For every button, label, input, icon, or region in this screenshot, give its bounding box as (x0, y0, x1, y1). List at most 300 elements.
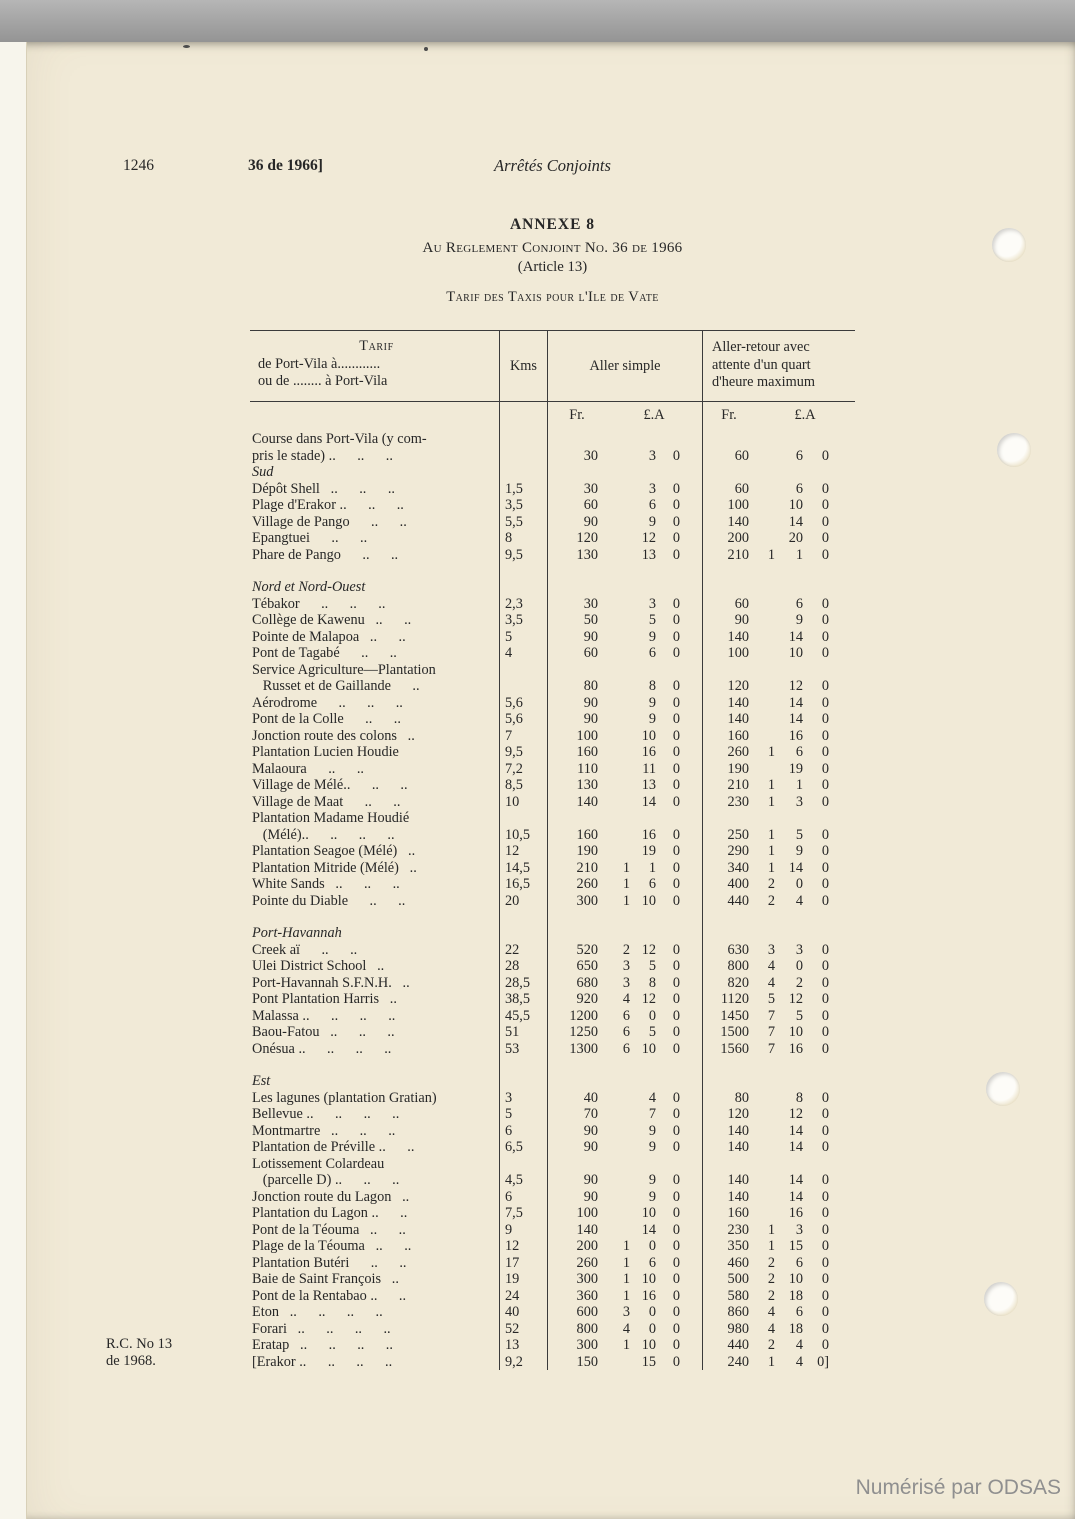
fare-return-pence-cell: 0 (821, 645, 829, 661)
fare-single-pence-cell (662, 810, 703, 827)
fare-return-pounds-cell: 1 (767, 826, 775, 843)
fare-single-pence-cell: 0 (662, 1222, 703, 1239)
fare-return-fr-cell: 160 (727, 727, 749, 744)
kms-cell: 5,6 (500, 711, 548, 728)
fare-return-pounds-cell: 2 (767, 1254, 775, 1271)
fare-return-shillings-cell: 10 (788, 645, 803, 661)
kms-cell (500, 909, 548, 925)
fare-return-pence-cell (809, 810, 855, 827)
table-row (250, 1106, 855, 1123)
fare-return-pence-cell (809, 1156, 855, 1173)
fare-single-pounds-cell: 2 (622, 941, 630, 958)
fare-return-shillings-cell (779, 1156, 809, 1173)
fare-single-pence-cell: 0 (662, 975, 703, 992)
destination-cell: Ulei District School .. (250, 958, 500, 975)
destination-cell: Collège de Kawenu .. .. (250, 612, 500, 629)
fare-return-pence-cell (809, 925, 855, 942)
fare-return-shillings-cell: 3 (795, 941, 803, 958)
table-row (250, 1304, 855, 1321)
kms-cell: 7,2 (500, 761, 548, 778)
fare-return-fr-cell: 1500 (720, 1024, 749, 1040)
destination-cell: Pont Plantation Harris .. (250, 991, 500, 1008)
fare-return-shillings-cell (779, 810, 809, 827)
fare-return-pounds-cell (755, 579, 779, 596)
fare-single-shillings-cell: 3 (648, 480, 656, 497)
fare-single-fr-cell: 60 (583, 645, 598, 661)
destination-cell: Village de Maat .. .. (250, 794, 500, 811)
fare-single-fr-cell: 130 (576, 777, 598, 793)
margin-note-line1: R.C. No 13 (106, 1336, 173, 1352)
fare-return-shillings-cell: 14 (788, 694, 803, 711)
kms-cell: 8,5 (500, 777, 548, 794)
fare-return-pence-cell: 0 (821, 1304, 829, 1320)
fare-single-pence-cell (662, 431, 703, 448)
destination-cell: Plantation Mitride (Mélé) .. (250, 860, 500, 877)
fare-return-fr-cell (703, 579, 755, 596)
fare-return-shillings-cell: 10 (788, 497, 803, 513)
table-row (250, 728, 855, 745)
destination-cell: Service Agriculture—Plantation (250, 662, 500, 679)
destination-cell: Malaoura .. .. (250, 761, 500, 778)
fare-single-pence-cell: 0 (662, 744, 703, 761)
scan-speck (183, 45, 190, 48)
fare-single-pounds-cell: 1 (622, 876, 630, 892)
fare-single-fr-cell (548, 1057, 606, 1073)
fare-single-shillings-cell (630, 810, 662, 827)
fare-single-pence-cell: 0 (662, 1238, 703, 1255)
fare-return-fr-cell: 140 (727, 513, 749, 530)
fare-single-fr-cell: 680 (576, 974, 598, 991)
kms-cell: 9,5 (500, 547, 548, 564)
header-aller-simple: Aller simple (548, 331, 703, 401)
fare-return-pence-cell: 0] (817, 1353, 829, 1370)
fare-single-pence-cell: 0 (662, 596, 703, 613)
fare-return-fr-cell: 260 (727, 744, 749, 760)
fare-return-pounds-cell (755, 1106, 779, 1123)
fare-single-pence-cell: 0 (662, 1024, 703, 1041)
fare-single-pounds-cell (606, 728, 630, 745)
fare-single-shillings-cell: 6 (648, 497, 656, 513)
table-row (250, 662, 855, 679)
table-row (250, 827, 855, 844)
destination-cell: Pointe du Diable .. .. (250, 893, 500, 910)
table-row (250, 1205, 855, 1222)
fare-single-shillings-cell: 9 (648, 1188, 656, 1205)
fare-single-pence-cell: 0 (662, 1255, 703, 1272)
fare-single-pounds-cell: 1 (622, 1271, 630, 1287)
fare-return-fr-cell (703, 464, 755, 481)
fare-single-fr-cell (548, 464, 606, 481)
table-row (250, 942, 855, 959)
fare-single-pence-cell: 0 (662, 645, 703, 662)
fare-single-fr-cell: 90 (583, 1139, 598, 1155)
fare-return-fr-cell: 440 (727, 1337, 749, 1353)
fare-return-pounds-cell (755, 464, 779, 481)
fare-return-pounds-cell: 5 (767, 991, 775, 1007)
fare-return-pence-cell: 0 (821, 1089, 829, 1106)
fare-single-fr-cell: 90 (583, 1188, 598, 1205)
destination-cell: Plantation Lucien Houdie (250, 744, 500, 761)
fare-return-pence-cell: 0 (821, 859, 829, 876)
fare-return-shillings-cell: 12 (788, 991, 803, 1007)
fare-return-pounds-cell (755, 431, 779, 448)
fare-return-pence-cell (809, 909, 855, 925)
fare-return-pounds-cell (755, 761, 779, 778)
fare-single-pounds-cell (606, 827, 630, 844)
fare-return-pence-cell (809, 563, 855, 579)
fare-return-pence-cell: 0 (821, 678, 829, 694)
table-row (250, 777, 855, 794)
gap-row (250, 909, 855, 925)
fare-single-pence-cell: 0 (662, 514, 703, 531)
fare-single-shillings-cell: 6 (648, 645, 656, 661)
table-row (250, 1189, 855, 1206)
fare-single-shillings-cell (630, 431, 662, 448)
fare-return-fr-cell: 230 (727, 793, 749, 810)
fare-single-fr-cell (548, 1156, 606, 1173)
fare-return-pence-cell: 0 (821, 727, 829, 744)
kms-cell: 13 (500, 1337, 548, 1354)
fare-single-fr-cell: 30 (583, 595, 598, 612)
fare-return-shillings-cell: 8 (795, 1089, 803, 1106)
fare-return-pounds-cell (755, 662, 779, 679)
destination-cell: Port-Havannah (250, 925, 500, 942)
fare-single-shillings-cell: 13 (641, 777, 656, 793)
fare-return-pounds-cell: 2 (767, 1337, 775, 1353)
fare-return-shillings-cell: 10 (788, 1024, 803, 1040)
fare-return-fr-cell: 100 (727, 497, 749, 513)
fare-single-pounds-cell (606, 662, 630, 679)
fare-return-pounds-cell (755, 1156, 779, 1173)
fare-single-fr-cell: 100 (576, 727, 598, 744)
fare-return-shillings-cell: 14 (788, 859, 803, 876)
fare-single-pence-cell: 0 (662, 1041, 703, 1058)
fare-return-pounds-cell: 7 (767, 1040, 775, 1057)
fare-return-pounds-cell (755, 1205, 779, 1222)
subheader-fr-single: Fr. (569, 407, 585, 423)
kms-cell: 28,5 (500, 975, 548, 992)
destination-cell: Sud (250, 464, 500, 481)
fare-single-fr-cell: 90 (583, 513, 598, 530)
fare-return-pounds-cell (755, 497, 779, 514)
fare-return-pounds-cell: 4 (767, 958, 775, 974)
fare-return-pounds-cell: 1 (767, 859, 775, 876)
fare-single-shillings-cell: 10 (641, 1271, 656, 1287)
fare-return-fr-cell: 580 (727, 1287, 749, 1304)
fare-single-fr-cell: 210 (576, 859, 598, 876)
fare-single-fr-cell: 800 (576, 1320, 598, 1337)
fare-return-shillings-cell: 14 (788, 1188, 803, 1205)
fare-single-pounds-cell (606, 925, 630, 942)
fare-return-shillings-cell: 12 (788, 678, 803, 694)
fare-single-pence-cell: 0 (662, 827, 703, 844)
fare-return-pence-cell: 0 (821, 1238, 829, 1254)
table-row (250, 547, 855, 564)
fare-single-fr-cell (548, 579, 606, 596)
fare-return-pence-cell: 0 (821, 1139, 829, 1155)
fare-return-pence-cell (809, 579, 855, 596)
annexe-subtitle: Au Reglement Conjoint No. 36 de 1966 (422, 240, 683, 256)
fare-return-pence-cell: 0 (821, 826, 829, 843)
table-row (250, 596, 855, 613)
fare-single-fr-cell: 920 (576, 991, 598, 1007)
fare-single-pence-cell: 0 (662, 1106, 703, 1123)
fare-return-pence-cell: 0 (821, 941, 829, 958)
fare-single-pence-cell: 0 (662, 1354, 703, 1371)
fare-single-pence-cell: 0 (662, 547, 703, 564)
fare-return-pence-cell: 0 (821, 744, 829, 760)
kms-cell (500, 1156, 548, 1173)
fare-single-pence-cell: 0 (662, 1205, 703, 1222)
fare-return-fr-cell (703, 925, 755, 942)
fare-single-fr-cell: 120 (576, 530, 598, 546)
fare-return-fr-cell: 630 (727, 941, 749, 958)
fare-single-shillings-cell (630, 909, 662, 925)
kms-cell: 7,5 (500, 1205, 548, 1222)
fare-single-shillings-cell (630, 579, 662, 596)
header-aller-retour: Aller-retour avec attente d'un quart d'heure maximum (712, 339, 816, 390)
destination-cell: Plantation Seagoe (Mélé) .. (250, 843, 500, 860)
fare-return-pence-cell: 0 (821, 513, 829, 530)
fare-single-pounds-cell (606, 563, 630, 579)
kms-cell: 45,5 (500, 1008, 548, 1025)
destination-cell: Plantation Butéri .. .. (250, 1255, 500, 1272)
kms-cell (500, 662, 548, 679)
fare-return-pounds-cell: 1 (767, 777, 775, 793)
fare-single-fr-cell (548, 925, 606, 942)
fare-single-pence-cell: 0 (662, 1337, 703, 1354)
table-row (250, 958, 855, 975)
fare-return-pounds-cell (755, 678, 779, 695)
fare-return-shillings-cell: 16 (788, 727, 803, 744)
fare-single-pounds-cell: 1 (622, 1337, 630, 1353)
fare-single-fr-cell: 80 (583, 678, 598, 694)
titles-block (250, 216, 855, 306)
fare-single-shillings-cell: 6 (648, 1254, 656, 1271)
fare-single-pence-cell: 0 (662, 497, 703, 514)
fare-single-shillings-cell: 0 (648, 1304, 656, 1320)
fare-single-shillings-cell: 10 (641, 1205, 656, 1221)
header-to-line: ou de ........ à Port-Vila (258, 373, 388, 389)
fare-single-pounds-cell (606, 645, 630, 662)
table-row (250, 1288, 855, 1305)
fare-return-shillings-cell: 6 (795, 1254, 803, 1271)
fare-single-shillings-cell: 6 (648, 876, 656, 892)
fare-return-pounds-cell (755, 448, 779, 465)
fare-single-fr-cell (548, 1073, 606, 1090)
fare-single-pounds-cell (606, 1090, 630, 1107)
fare-return-shillings-cell: 10 (788, 1271, 803, 1287)
section-row (250, 464, 855, 481)
fare-single-shillings-cell: 16 (641, 744, 656, 760)
fare-return-fr-cell: 340 (727, 859, 749, 876)
fare-single-pounds-cell: 1 (622, 892, 630, 909)
fare-single-pounds-cell (606, 579, 630, 596)
destination-cell: Lotissement Colardeau (250, 1156, 500, 1173)
destination-cell: Creek aï .. .. (250, 942, 500, 959)
fare-single-fr-cell: 30 (583, 447, 598, 464)
section-row (250, 579, 855, 596)
kms-cell: 19 (500, 1271, 548, 1288)
destination-cell: (Mélé).. .. .. .. (250, 827, 500, 844)
fare-single-pence-cell: 0 (662, 1189, 703, 1206)
margin-note (106, 1336, 172, 1370)
subheader-spacer (500, 402, 548, 431)
fare-return-pounds-cell (755, 1057, 779, 1073)
destination-cell: Port-Havannah S.F.N.H. .. (250, 975, 500, 992)
fare-return-pounds-cell: 1 (767, 793, 775, 810)
fare-return-shillings-cell: 12 (788, 1106, 803, 1122)
fare-single-pence-cell: 0 (662, 612, 703, 629)
fare-single-pounds-cell (606, 514, 630, 531)
scan-left-margin (0, 42, 27, 1519)
fare-return-pounds-cell (755, 514, 779, 531)
fare-return-pounds-cell (755, 909, 779, 925)
fare-single-pounds-cell (606, 530, 630, 547)
punch-hole (986, 1072, 1020, 1106)
fare-return-shillings-cell: 3 (795, 793, 803, 810)
fare-single-pounds-cell (606, 431, 630, 448)
fare-return-fr-cell: 860 (727, 1304, 749, 1320)
fare-return-fr-cell: 140 (727, 1172, 749, 1188)
destination-cell (250, 909, 500, 925)
fare-single-pence-cell: 0 (662, 761, 703, 778)
table-row (250, 1354, 855, 1371)
kms-cell: 3,5 (500, 497, 548, 514)
fare-return-pounds-cell: 7 (767, 1007, 775, 1024)
header-kms: Kms (500, 331, 548, 401)
fare-return-pence-cell (809, 431, 855, 448)
fare-return-pence-cell: 0 (821, 974, 829, 991)
fare-single-shillings-cell: 8 (648, 974, 656, 991)
fare-return-fr-cell: 240 (727, 1353, 749, 1370)
fare-return-pence-cell: 0 (821, 1271, 829, 1287)
gap-row (250, 1057, 855, 1073)
section-row (250, 1073, 855, 1090)
table-row (250, 1321, 855, 1338)
destination-cell: [Erakor .. .. .. .. (250, 1354, 500, 1371)
fare-return-shillings-cell: 16 (788, 1205, 803, 1221)
fare-single-pence-cell: 0 (662, 777, 703, 794)
fare-return-pounds-cell: 4 (767, 1320, 775, 1337)
destination-cell: (parcelle D) .. .. .. (250, 1172, 500, 1189)
fare-return-pence-cell: 0 (821, 1320, 829, 1337)
fare-return-pence-cell: 0 (821, 843, 829, 859)
fare-single-shillings-cell (630, 1156, 662, 1173)
table-row (250, 530, 855, 547)
kms-cell: 22 (500, 942, 548, 959)
destination-cell: Pont de Tagabé .. .. (250, 645, 500, 662)
annexe-title: ANNEXE 8 (509, 216, 596, 233)
fare-return-pence-cell: 0 (821, 546, 829, 563)
fare-single-pounds-cell (606, 678, 630, 695)
fare-single-pence-cell: 0 (662, 843, 703, 860)
fare-single-pence-cell (662, 925, 703, 942)
fare-single-pounds-cell: 3 (622, 974, 630, 991)
destination-cell: Plantation du Lagon .. .. (250, 1205, 500, 1222)
fare-single-fr-cell: 140 (576, 793, 598, 810)
kms-cell (500, 563, 548, 579)
fare-single-pence-cell: 0 (662, 448, 703, 465)
fare-return-pounds-cell (755, 530, 779, 547)
fare-single-pounds-cell (606, 1123, 630, 1140)
subheader-fr-return: Fr. (721, 407, 737, 423)
table-row (250, 1139, 855, 1156)
table-row (250, 431, 855, 448)
fare-single-pounds-cell (606, 464, 630, 481)
fare-return-pounds-cell (755, 1073, 779, 1090)
destination-cell: Eratap .. .. .. .. (250, 1337, 500, 1354)
fare-return-pounds-cell: 4 (767, 974, 775, 991)
kms-cell (500, 579, 548, 596)
fare-single-pounds-cell (606, 843, 630, 860)
fare-single-shillings-cell (630, 1073, 662, 1090)
fare-return-pounds-cell: 2 (767, 876, 775, 892)
fare-single-pounds-cell (606, 909, 630, 925)
fare-single-fr-cell (548, 909, 606, 925)
fare-single-pence-cell: 0 (662, 893, 703, 910)
fare-return-shillings-cell (779, 909, 809, 925)
fare-single-fr-cell: 90 (583, 1122, 598, 1139)
fare-return-fr-cell: 980 (727, 1320, 749, 1337)
fare-single-pounds-cell (606, 711, 630, 728)
fare-single-fr-cell (548, 810, 606, 827)
destination-cell: Bellevue .. .. .. .. (250, 1106, 500, 1123)
table-row (250, 843, 855, 860)
kms-cell: 38,5 (500, 991, 548, 1008)
fare-return-fr-cell: 190 (727, 760, 749, 777)
fare-single-shillings-cell (630, 563, 662, 579)
fare-single-shillings-cell: 12 (641, 991, 656, 1007)
fare-single-shillings-cell: 19 (641, 843, 656, 859)
fare-return-shillings-cell: 14 (788, 711, 803, 727)
destination-cell: Plantation de Préville .. .. (250, 1139, 500, 1156)
table-row (250, 761, 855, 778)
fare-single-pence-cell: 0 (662, 991, 703, 1008)
fare-single-shillings-cell: 0 (648, 1007, 656, 1024)
kms-cell: 14,5 (500, 860, 548, 877)
fare-single-shillings-cell: 9 (648, 1172, 656, 1188)
fare-single-pence-cell (662, 1156, 703, 1173)
fare-return-fr-cell: 250 (727, 826, 749, 843)
kms-cell: 1,5 (500, 481, 548, 498)
fare-single-shillings-cell: 11 (642, 760, 656, 777)
fare-single-fr-cell: 140 (576, 1221, 598, 1238)
fare-return-fr-cell: 1560 (720, 1040, 749, 1057)
fare-single-shillings-cell (630, 925, 662, 942)
fare-single-shillings-cell: 3 (648, 595, 656, 612)
fare-single-pounds-cell (606, 695, 630, 712)
fare-return-shillings-cell: 15 (788, 1238, 803, 1254)
kms-cell: 52 (500, 1321, 548, 1338)
kms-cell (500, 925, 548, 942)
fare-return-pence-cell: 0 (821, 595, 829, 612)
fare-single-pence-cell: 0 (662, 1304, 703, 1321)
table-row (250, 711, 855, 728)
fare-return-pence-cell: 0 (821, 1007, 829, 1024)
fare-single-shillings-cell: 3 (648, 447, 656, 464)
destination-cell: Phare de Pango .. .. (250, 547, 500, 564)
subheader-pounds-single: £.A (606, 402, 703, 431)
fare-return-pence-cell: 0 (821, 628, 829, 645)
fare-single-fr-cell: 1200 (569, 1007, 598, 1024)
fare-single-fr-cell: 300 (576, 1337, 598, 1353)
page-number: 1246 (123, 157, 154, 174)
destination-cell: Plantation Madame Houdié (250, 810, 500, 827)
fare-return-fr-cell: 140 (727, 694, 749, 711)
fare-single-fr-cell: 110 (577, 760, 598, 777)
fare-single-fr-cell: 190 (576, 843, 598, 859)
